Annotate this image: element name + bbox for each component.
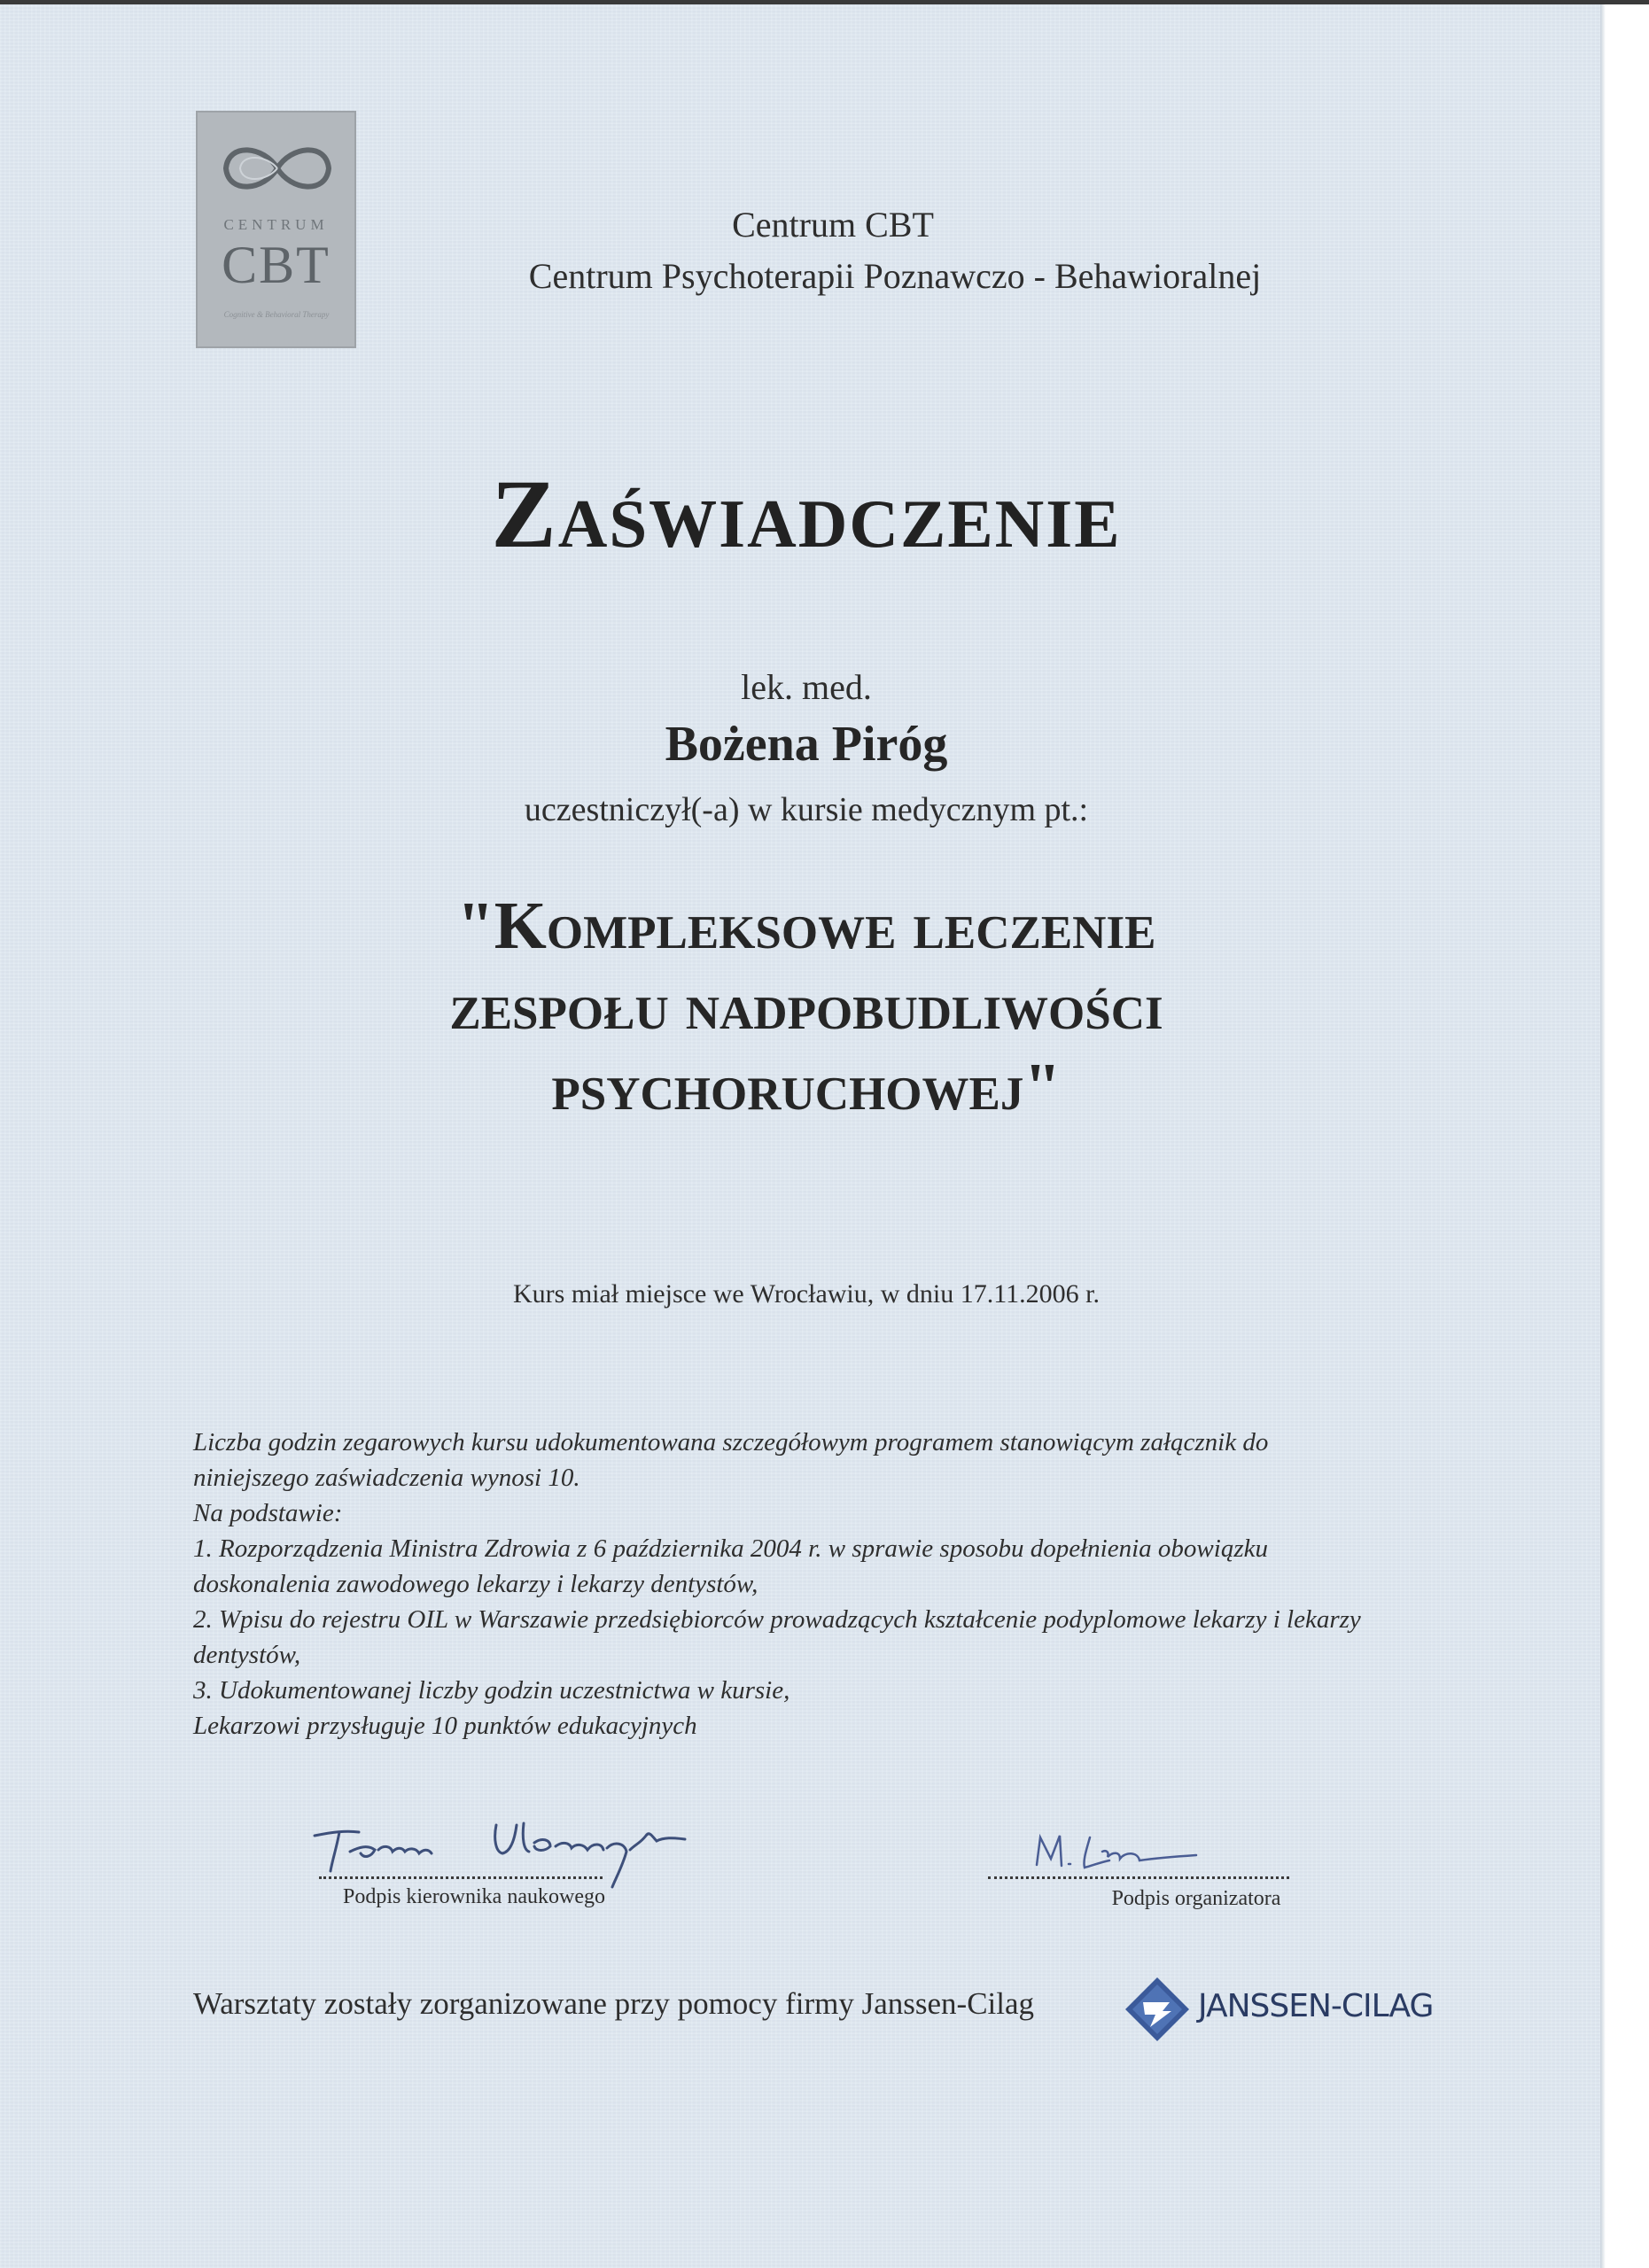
janssen-cilag-icon	[1124, 1976, 1191, 2043]
infinity-icon	[215, 128, 339, 208]
janssen-cilag-logo-text: JANSSEN-CILAG	[1198, 1988, 1434, 2024]
header-org-full: Centrum Psychoterapii Poznawczo - Behawioralnej	[528, 256, 1262, 296]
logo-centrum-text: CENTRUM	[223, 216, 329, 233]
legal-hours: Liczba godzin zegarowych kursu udokumentowana szczegółowym programem stanowiącym załącznik do niniejszego zaświadczenia wynosi 10.	[193, 1428, 1269, 1492]
sponsor-statement: Warsztaty zostały zorganizowane przy pomocy firmy Janssen-Cilag	[193, 1986, 1035, 2021]
course-title	[195, 886, 1418, 1129]
signature-line-left	[319, 1876, 603, 1879]
course-title-line-1: "Kompleksowe leczenie	[456, 889, 1156, 963]
logo-subtitle: Cognitive & Behavioral Therapy	[223, 310, 330, 319]
legal-points: Lekarzowi przysługuje 10 punktów edukacyjnych	[193, 1712, 697, 1740]
cbt-logo	[196, 111, 356, 348]
signature-label-scientific-director: Podpis kierownika naukowego	[343, 1885, 605, 1908]
paper-edge-shadow	[1600, 4, 1606, 2268]
legal-basis	[193, 1425, 1381, 1744]
signature-label-organizer: Podpis organizatora	[1111, 1887, 1281, 1910]
logo-cbt-text: CBT	[222, 236, 331, 294]
signature-line-right	[988, 1876, 1289, 1879]
recipient-name: Bożena Piróg	[665, 717, 948, 772]
course-place-date: Kurs miał miejsce we Wrocławiu, w dniu 17.11.2006 r.	[512, 1279, 1100, 1309]
certificate-title: Zaświadczenie	[491, 460, 1122, 568]
course-title-line-2: zespołu nadpobudliwości	[449, 969, 1163, 1045]
legal-item-2: 2. Wpisu do rejestru OIL w Warszawie przedsiębiorców prowadzących kształcenie podyplomowe lekarzy i lekarzy dentystów,	[193, 1605, 1361, 1669]
recipient-prefix: lek. med.	[741, 667, 872, 707]
scientific-director-signature	[306, 1798, 722, 1896]
participation-text: uczestniczył(-a) w kursie medycznym pt.:	[524, 791, 1089, 828]
course-title-line-3: psychoruchowej"	[551, 1050, 1062, 1125]
legal-basis-heading: Na podstawie:	[193, 1499, 343, 1527]
legal-item-1: 1. Rozporządzenia Ministra Zdrowia z 6 października 2004 r. w sprawie sposobu dopełnienia obowiązku doskonalenia zawodowego lekarzy i lekarzy dentystów,	[193, 1534, 1268, 1598]
header-org-short: Centrum CBT	[732, 205, 934, 245]
legal-item-3: 3. Udokumentowanej liczby godzin uczestnictwa w kursie,	[193, 1676, 790, 1705]
